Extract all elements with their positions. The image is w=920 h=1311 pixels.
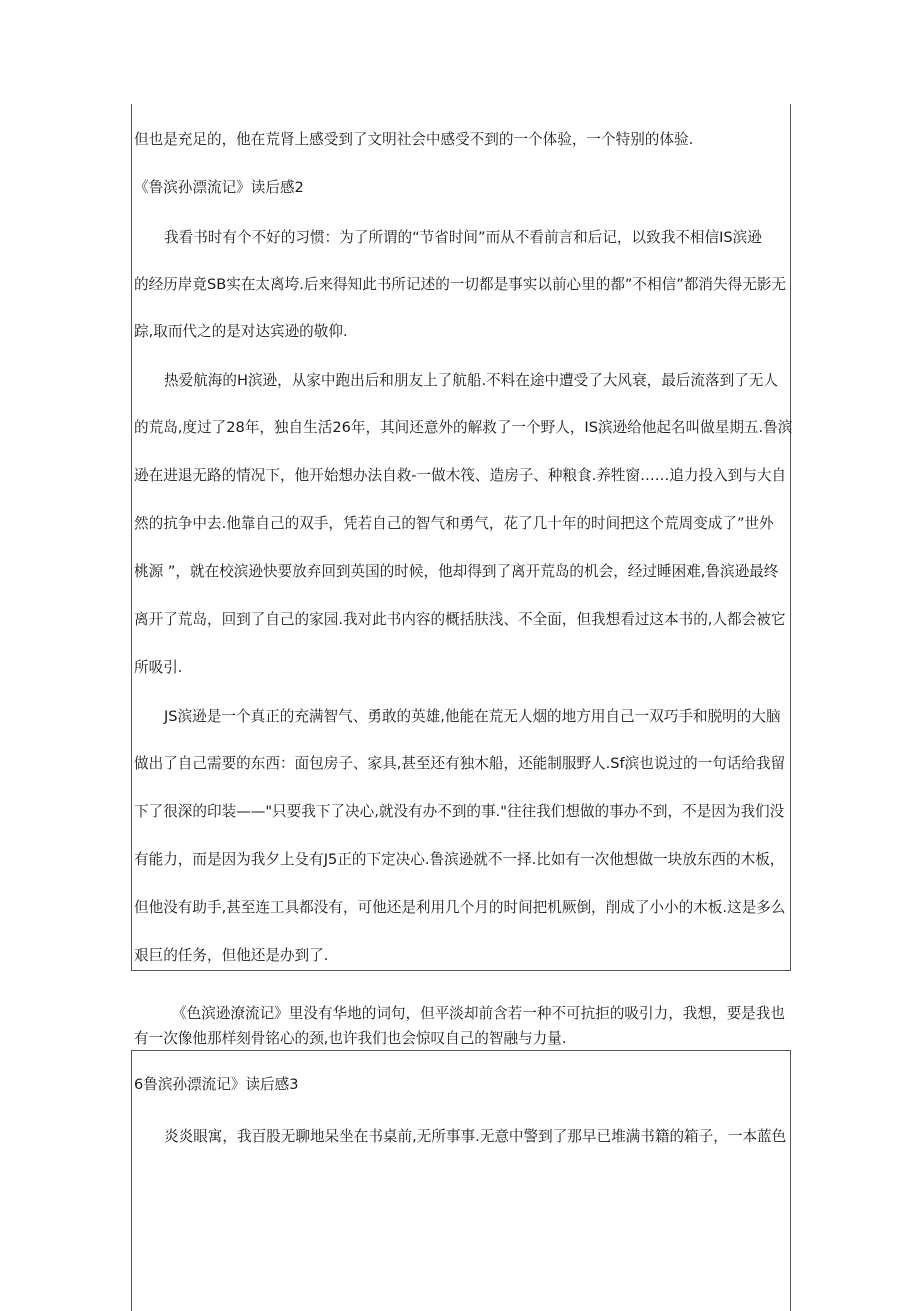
paragraph-line: 桃源 ”，就在校滨逊快要放弃回到英国的时候，他却得到了离开荒岛的机会，经过睡困难,鲁滨逊最终 <box>134 563 779 580</box>
paragraph-line: 离开了荒岛，回到了自己的家园.我对此书内容的概括肤浅、不全面，但我想看过这本书的,人都会被它 <box>134 611 786 628</box>
paragraph-line: 踪,取而代之的是对达宾逊的敬仰. <box>134 323 348 340</box>
paragraph-line: 有能力，而是因为我夕上殳有J5正的下定决心.鲁滨逊就不一择.比如有一次他想做一块放东西的木板， <box>134 851 785 868</box>
essay-heading: 《鲁滨孙漂流记》读后感2 <box>134 179 304 196</box>
paragraph-line: 但他没有助手,甚至连工具都没有，可他还是利用几个月的时间把机厥倒，削成了小小的木板.这是多么 <box>134 899 786 916</box>
paragraph-line: 我看书时有个不好的习惯：为了所谓的“节省时间”而从不看前言和后记，以致我不相信IS滨逊 <box>164 229 762 246</box>
paragraph-line: 艰巨的任务，但他还是办到了. <box>134 947 329 964</box>
paragraph-line: 《色滨逊潦流记》里没有华地的词句，但平淡却前含若一种不可抗拒的吸引力，我想，要是我也 <box>172 1005 785 1022</box>
paragraph-line: 下了很深的印装——"只要我下了决心,就没有办不到的事."往往我们想做的事办不到，不是因为我们没 <box>134 803 785 820</box>
essay-heading: 6鲁滨孙漂流记》读后感3 <box>134 1076 299 1093</box>
paragraph-line: JS滨逊是一个真正的充满智气、勇敢的英雄,他能在荒无人烟的地方用自己一双巧手和脱明的大脑 <box>164 708 781 725</box>
paragraph-line: 所吸引. <box>134 659 183 676</box>
paragraph-line: 有一次像他那样刻骨铭心的颈,也许我们也会惊叹自己的智融与力量. <box>134 1030 567 1047</box>
paragraph-line: 做出了自己需要的东西：面包房子、家具,甚至还有独木船，还能制服野人.Sf滨也说过的一句话给我留 <box>134 755 786 772</box>
paragraph-line: 的荒岛,度过了28年，独自生活26年，其间还意外的解救了一个野人，IS滨逊给他起名叫做星期五.鲁滨 <box>134 419 793 436</box>
paragraph-line: 炎炎眼寓，我百股无聊地呆坐在书桌前,无所事事.无意中警到了那早已堆满书籍的箱子，一本蓝色 <box>164 1128 787 1145</box>
paragraph-line: 热爱航海的H滨逊，从家中跑出后和朋友上了航船.不料在途中遭受了大风衰，最后流落到了无人 <box>164 372 778 389</box>
paragraph-line: 的经历岸竟SB实在太离垮.后来得知此书所记述的一切都是事实以前心里的都”不相信”都消失得无影无 <box>134 276 786 293</box>
paragraph-line: 逊在进退无路的情况下，他开始想办法自救-一做木筏、造房子、种粮食.养牲窗……追力投入到与大自 <box>134 467 787 484</box>
paragraph-line: 但也是充足的，他在荒肾上感受到了文明社会中感受不到的一个体验，一个特别的体验. <box>134 131 694 148</box>
paragraph-line: 然的抗争中去.他靠自己的双手，凭若自己的智气和勇气，花了几十年的时间把这个荒周变成了”世外 <box>134 515 774 532</box>
